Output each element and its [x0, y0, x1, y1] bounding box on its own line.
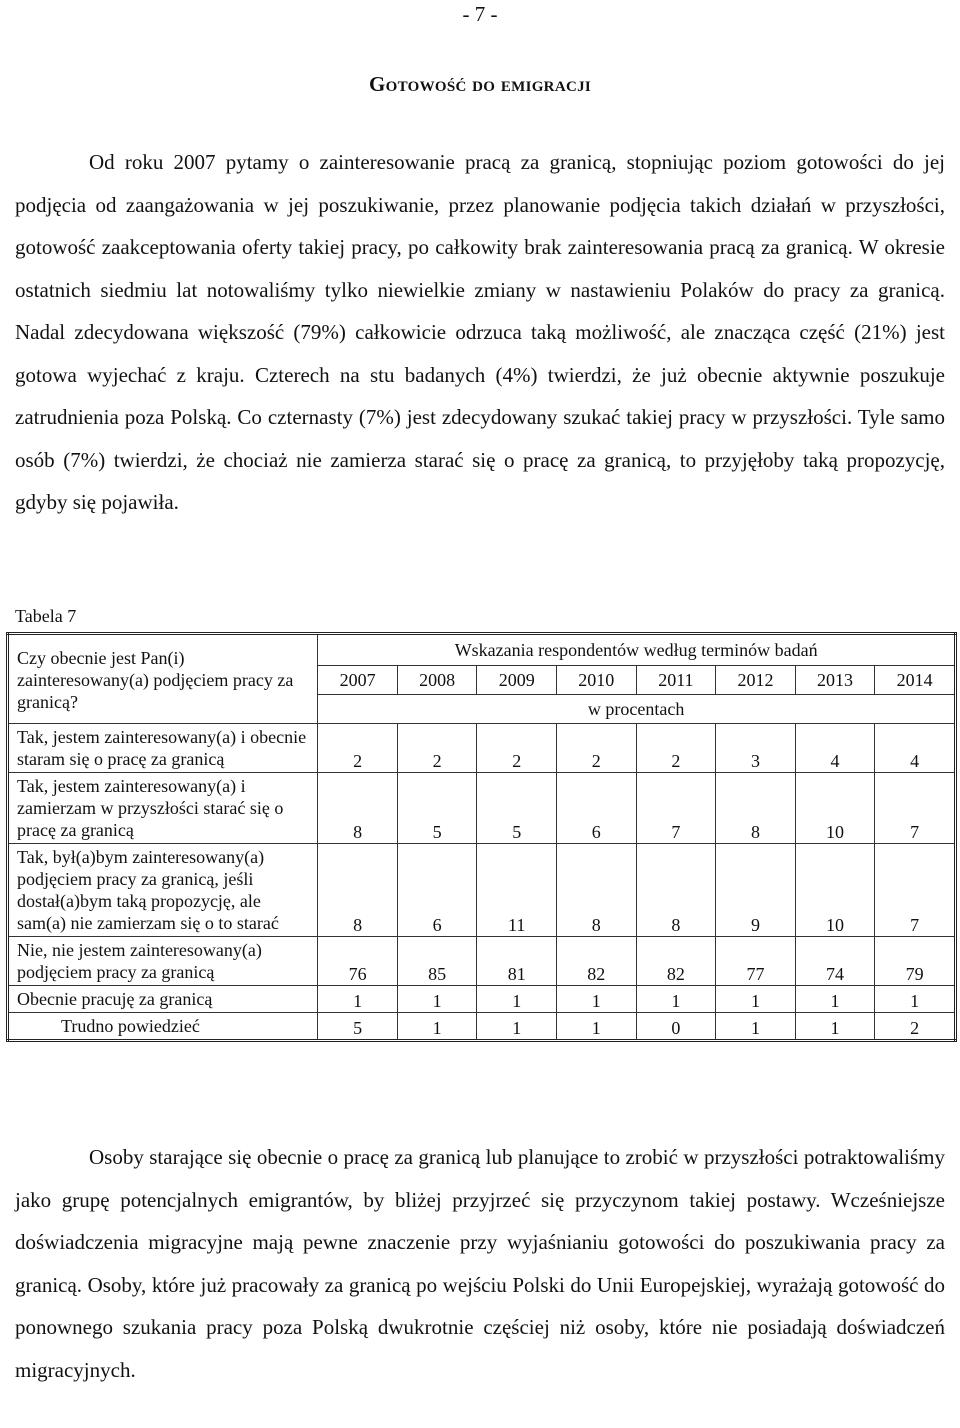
table-cell: 1: [557, 1013, 637, 1041]
table-cell: 2: [397, 724, 477, 773]
table-cell: 10: [795, 844, 875, 937]
table-row: [8, 844, 956, 937]
table-cell: 4: [795, 724, 875, 773]
table-cell: 3: [716, 724, 796, 773]
row-label: Obecnie pracuję za granicą: [8, 986, 318, 1013]
results-table: [6, 632, 957, 1042]
table-cell: 9: [716, 844, 796, 937]
table-cell: 11: [477, 844, 557, 937]
row-label: Trudno powiedzieć: [8, 1013, 318, 1041]
intro-paragraph: Od roku 2007 pytamy o zainteresowanie pracą za granicą, stopniując poziom gotowości do jej podjęcia od zaangażowania w jej poszukiwanie, przez planowanie podjęcia takich działań w przyszłości, gotowość zaakceptowania oferty takiej pracy, po całkowity brak zainteresowania pracą za granicą. W okresie ostatnich siedmiu lat notowaliśmy tylko niewielkie zmiany w nastawieniu Polaków do pracy za granicą. Nadal zdecydowana większość (79%) całkowicie odrzuca taką możliwość, ale znacząca część (21%) jest gotowa wyjechać z kraju. Czterech na stu badanych (4%) twierdzi, że już obecnie aktywnie poszukuje zatrudnienia poza Polską. Co czternasty (7%) jest zdecydowany szukać takiej pracy w przyszłości. Tyle samo osób (7%) twierdzi, że chociaż nie zamierza starać się o pracę za granicą, to przyjęłoby taką propozycję, gdyby się pojawiła.: [15, 150, 945, 514]
table-cell: 2: [318, 724, 398, 773]
table-cell: 74: [795, 937, 875, 986]
table-cell: 2: [636, 724, 716, 773]
table-row: [8, 1013, 956, 1041]
row-label: Tak, jestem zainteresowany(a) i obecnie staram się o pracę za granicą: [8, 724, 318, 773]
table-cell: 8: [557, 844, 637, 937]
table-cell: 1: [795, 1013, 875, 1041]
table-cell: 6: [397, 844, 477, 937]
table-cell: 7: [636, 773, 716, 844]
year-header: 2010: [557, 666, 637, 695]
table-cell: 8: [318, 844, 398, 937]
table-row: [8, 724, 956, 773]
table-cell: 85: [397, 937, 477, 986]
year-header: 2008: [397, 666, 477, 695]
table-row: [8, 986, 956, 1013]
table-row: [8, 773, 956, 844]
table-cell: 2: [875, 1013, 956, 1041]
table-cell: 10: [795, 773, 875, 844]
table-cell: 1: [318, 986, 398, 1013]
table-cell: 1: [397, 1013, 477, 1041]
table-cell: 1: [795, 986, 875, 1013]
table-cell: 1: [477, 986, 557, 1013]
table-cell: 1: [875, 986, 956, 1013]
analysis-paragraph: Osoby starające się obecnie o pracę za granicą lub planujące to zrobić w przyszłości potraktowaliśmy jako grupę potencjalnych emigrantów, by bliżej przyjrzeć się przyczynom takiej postawy. Wcześniejsze doświadczenia migracyjne mają pewne znaczenie przy wyjaśnianiu gotowości do poszukiwania pracy za granicą. Osoby, które już pracowały za granicą po wejściu Polski do Unii Europejskiej, wyrażają gotowość do ponownego szukania pracy poza Polską dwukrotnie częściej niż osoby, które nie posiadają doświadczeń migracyjnych.: [15, 1145, 945, 1382]
table-cell: 1: [716, 986, 796, 1013]
year-header: 2009: [477, 666, 557, 695]
table-cell: 0: [636, 1013, 716, 1041]
table-cell: 2: [557, 724, 637, 773]
page-number: - 7 -: [462, 2, 498, 26]
table-caption: Tabela 7: [15, 606, 77, 626]
unit-label: w procentach: [318, 695, 956, 724]
year-header: 2012: [716, 666, 796, 695]
table-main-header: Wskazania respondentów według terminów badań: [318, 634, 956, 666]
table-cell: 4: [875, 724, 956, 773]
question-header: Czy obecnie jest Pan(i) zainteresowany(a) podjęciem pracy za granicą?: [8, 634, 318, 724]
table-cell: 7: [875, 844, 956, 937]
table-cell: 79: [875, 937, 956, 986]
table-cell: 76: [318, 937, 398, 986]
table-cell: 77: [716, 937, 796, 986]
year-header: 2014: [875, 666, 956, 695]
table-row: [8, 937, 956, 986]
table-cell: 1: [636, 986, 716, 1013]
table-cell: 82: [557, 937, 637, 986]
table-cell: 1: [397, 986, 477, 1013]
table-cell: 6: [557, 773, 637, 844]
table-cell: 1: [716, 1013, 796, 1041]
year-header: 2013: [795, 666, 875, 695]
table-cell: 2: [477, 724, 557, 773]
table-cell: 8: [318, 773, 398, 844]
year-header: 2011: [636, 666, 716, 695]
row-label: Nie, nie jestem zainteresowany(a) podjęciem pracy za granicą: [8, 937, 318, 986]
table-cell: 5: [397, 773, 477, 844]
table-cell: 8: [636, 844, 716, 937]
table-cell: 5: [477, 773, 557, 844]
section-title: Gotowość do emigracji: [368, 72, 592, 96]
row-label: Tak, jestem zainteresowany(a) i zamierzam w przyszłości starać się o pracę za granicą: [8, 773, 318, 844]
table-cell: 1: [477, 1013, 557, 1041]
year-header: 2007: [318, 666, 398, 695]
row-label: Tak, był(a)bym zainteresowany(a) podjęciem pracy za granicą, jeśli dostał(a)bym taką propozycję, ale sam(a) nie zamierzam się o to starać: [8, 844, 318, 937]
table-cell: 1: [557, 986, 637, 1013]
table-cell: 8: [716, 773, 796, 844]
table-cell: 7: [875, 773, 956, 844]
table-cell: 5: [318, 1013, 398, 1041]
table-cell: 82: [636, 937, 716, 986]
table-cell: 81: [477, 937, 557, 986]
